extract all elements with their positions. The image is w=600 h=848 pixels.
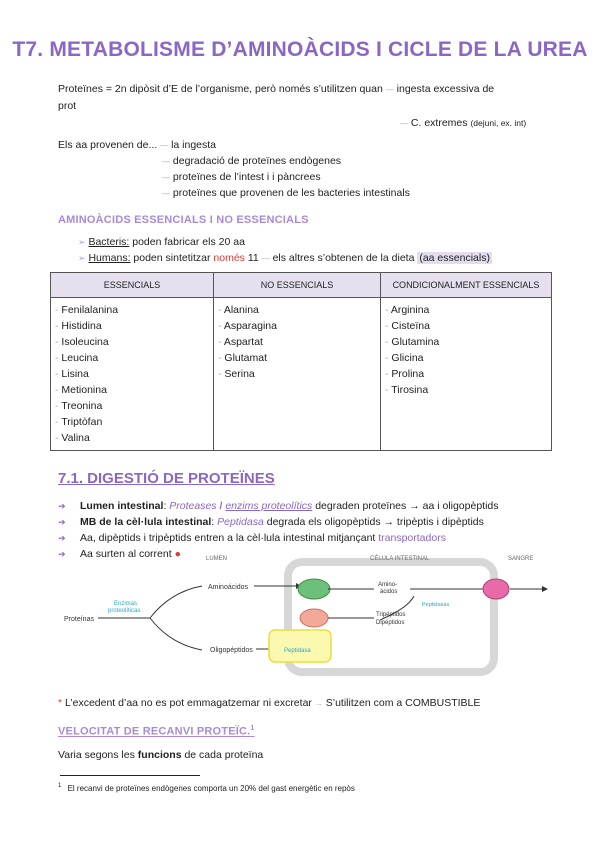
list-item: - Triptòfan	[55, 416, 103, 428]
intro-extreme: — C. extremes (dejuni, ex. int)	[400, 117, 527, 129]
list-item: - Fenilalanina	[55, 304, 119, 316]
list-item: - Glutamat	[218, 352, 268, 364]
arrow-line	[150, 618, 202, 650]
bullet-bacteris: ➢ Bacteris: poden fabricar els 20 aa	[78, 236, 245, 248]
bullet-transport: ➔ Aa, dipèptids i tripèptids entren a la cèl·lula intestinal mitjançant transportadors	[58, 532, 446, 544]
enzymes-label: proteolíticas	[108, 608, 141, 614]
list-item: - Histidina	[55, 320, 102, 332]
cell-label: CÉLULA INTESTINAL	[370, 556, 430, 562]
footnote-divider	[60, 775, 200, 776]
bullet-blood: ➔ Aa surten al corrent ●	[58, 548, 181, 560]
peptidases-label: Peptidasas	[422, 602, 450, 608]
essential-column	[51, 298, 214, 451]
origin-item: — proteïnes que provenen de les bacteries intestinals	[162, 187, 410, 199]
list-item: - Metionina	[55, 384, 107, 396]
list-item: - Isoleucina	[55, 336, 109, 348]
list-item: - Treonina	[55, 400, 103, 412]
list-item: - Asparagina	[218, 320, 277, 332]
proteins-label: Proteínas	[64, 616, 94, 623]
blood-drop-icon: ●	[174, 548, 181, 560]
arrow-icon: —	[160, 141, 169, 150]
oligopeptides-label: Oligopéptidos	[210, 647, 253, 654]
section-heading-essential: AMINOÀCIDS ESSENCIALS I NO ESSENCIALS	[58, 214, 309, 226]
triangle-bullet-icon: ➢	[78, 237, 86, 247]
intro-line-2: prot	[58, 100, 77, 112]
table-header: NO ESSENCIALS	[214, 273, 381, 298]
arrow-line	[150, 586, 202, 618]
list-item: - Serina	[218, 368, 255, 380]
bullet-humans: ➢ Humans: poden sintetitzar només 11 — els altres s’obtenen de la dieta (aa essencials)	[78, 252, 490, 264]
excess-note: * L’excedent d’aa no es pot emmagatzemar ni excretar → S’utilitzen com a COMBUSTIBLE	[58, 697, 481, 709]
tripeptides-label: Tripéptidos	[376, 612, 406, 618]
green-transporter	[298, 579, 330, 599]
digestion-diagram	[58, 548, 550, 678]
list-item: - Arginina	[385, 304, 430, 316]
arrow-icon: —	[162, 189, 170, 198]
table-header: CONDICIONALMENT ESSENCIALS	[381, 273, 552, 298]
arrow-icon: —	[261, 254, 270, 263]
arrow-icon: —	[162, 157, 170, 166]
aminoacids-label: Aminoácidos	[208, 584, 249, 591]
amino-acid-table	[50, 272, 552, 451]
arrow-bullet-icon: ➔	[58, 533, 66, 543]
list-item: - Tirosina	[385, 384, 429, 396]
origin-item: — degradació de proteïnes endògenes	[162, 155, 342, 167]
non-essential-column	[214, 298, 381, 451]
aminoacids-in-label: Amino-	[378, 582, 398, 588]
lumen-label: LUMEN	[206, 556, 228, 562]
bullet-lumen: ➔ Lumen intestinal: Proteases / enzims proteolítics degraden proteïnes → aa i oligopèptids	[58, 500, 499, 512]
turnover-text: Varia segons les funcions de cada proteïna	[58, 749, 264, 761]
arrow-icon: —	[162, 173, 170, 182]
blood-label: SANGRE	[508, 556, 534, 562]
list-item: - Prolina	[385, 368, 425, 380]
arrow-icon: —	[400, 119, 408, 128]
list-item: - Leucina	[55, 352, 99, 364]
peptidase-box	[269, 630, 331, 662]
origin-lead: Els aa provenen de... — la ingesta	[58, 139, 217, 151]
arrow-icon: —	[385, 85, 394, 94]
list-item: - Glicina	[385, 352, 424, 364]
arrow-bullet-icon: ➔	[58, 517, 66, 527]
peptidase-label: Peptidasa	[284, 648, 311, 654]
dipeptides-label: Dipéptidos	[376, 620, 405, 626]
list-item: - Cisteïna	[385, 320, 430, 332]
list-item: - Glutamina	[385, 336, 440, 348]
list-item: - Lisina	[55, 368, 89, 380]
list-item: - Valina	[55, 432, 90, 444]
triangle-bullet-icon: ➢	[78, 253, 86, 263]
page-title: T7. METABOLISME D’AMINOÀCIDS I CICLE DE LA UREA	[12, 38, 588, 61]
list-item: - Aspartat	[218, 336, 263, 348]
intro-line-1: Proteïnes = 2n dipòsit d’E de l’organisme, però només s’utilitzen quan — ingesta excessiva de	[58, 83, 495, 95]
conditional-column	[381, 298, 552, 451]
arrow-head	[542, 586, 548, 592]
origin-item: — proteïnes de l’intest i i pàncrees	[162, 171, 321, 183]
arrow-bullet-icon: ➔	[58, 549, 66, 559]
list-item: - Alanina	[218, 304, 259, 316]
pink-transporter	[483, 579, 509, 599]
table-header: ESSENCIALS	[51, 273, 214, 298]
footnote: $^1$ El recanvi de proteïnes endògenes comporta un 20% del gast energètic en repòs	[58, 783, 355, 793]
section-heading-turnover: VELOCITAT DE RECANVI PROTEÏC.$^1$	[58, 725, 255, 738]
arrow-bullet-icon: ➔	[58, 501, 66, 511]
enzymes-label: Enzimas	[114, 601, 138, 607]
aminoacids-in-label: ácidos	[380, 589, 398, 595]
section-heading-digestion: 7.1. DIGESTIÓ DE PROTEÏNES	[58, 470, 275, 487]
bullet-membrane: ➔ MB de la cèl·lula intestinal: Peptidasa degrada els oligopèptids → tripèptis i dipèptids	[58, 516, 484, 528]
salmon-transporter	[300, 609, 328, 627]
arrow-icon: →	[314, 699, 323, 708]
